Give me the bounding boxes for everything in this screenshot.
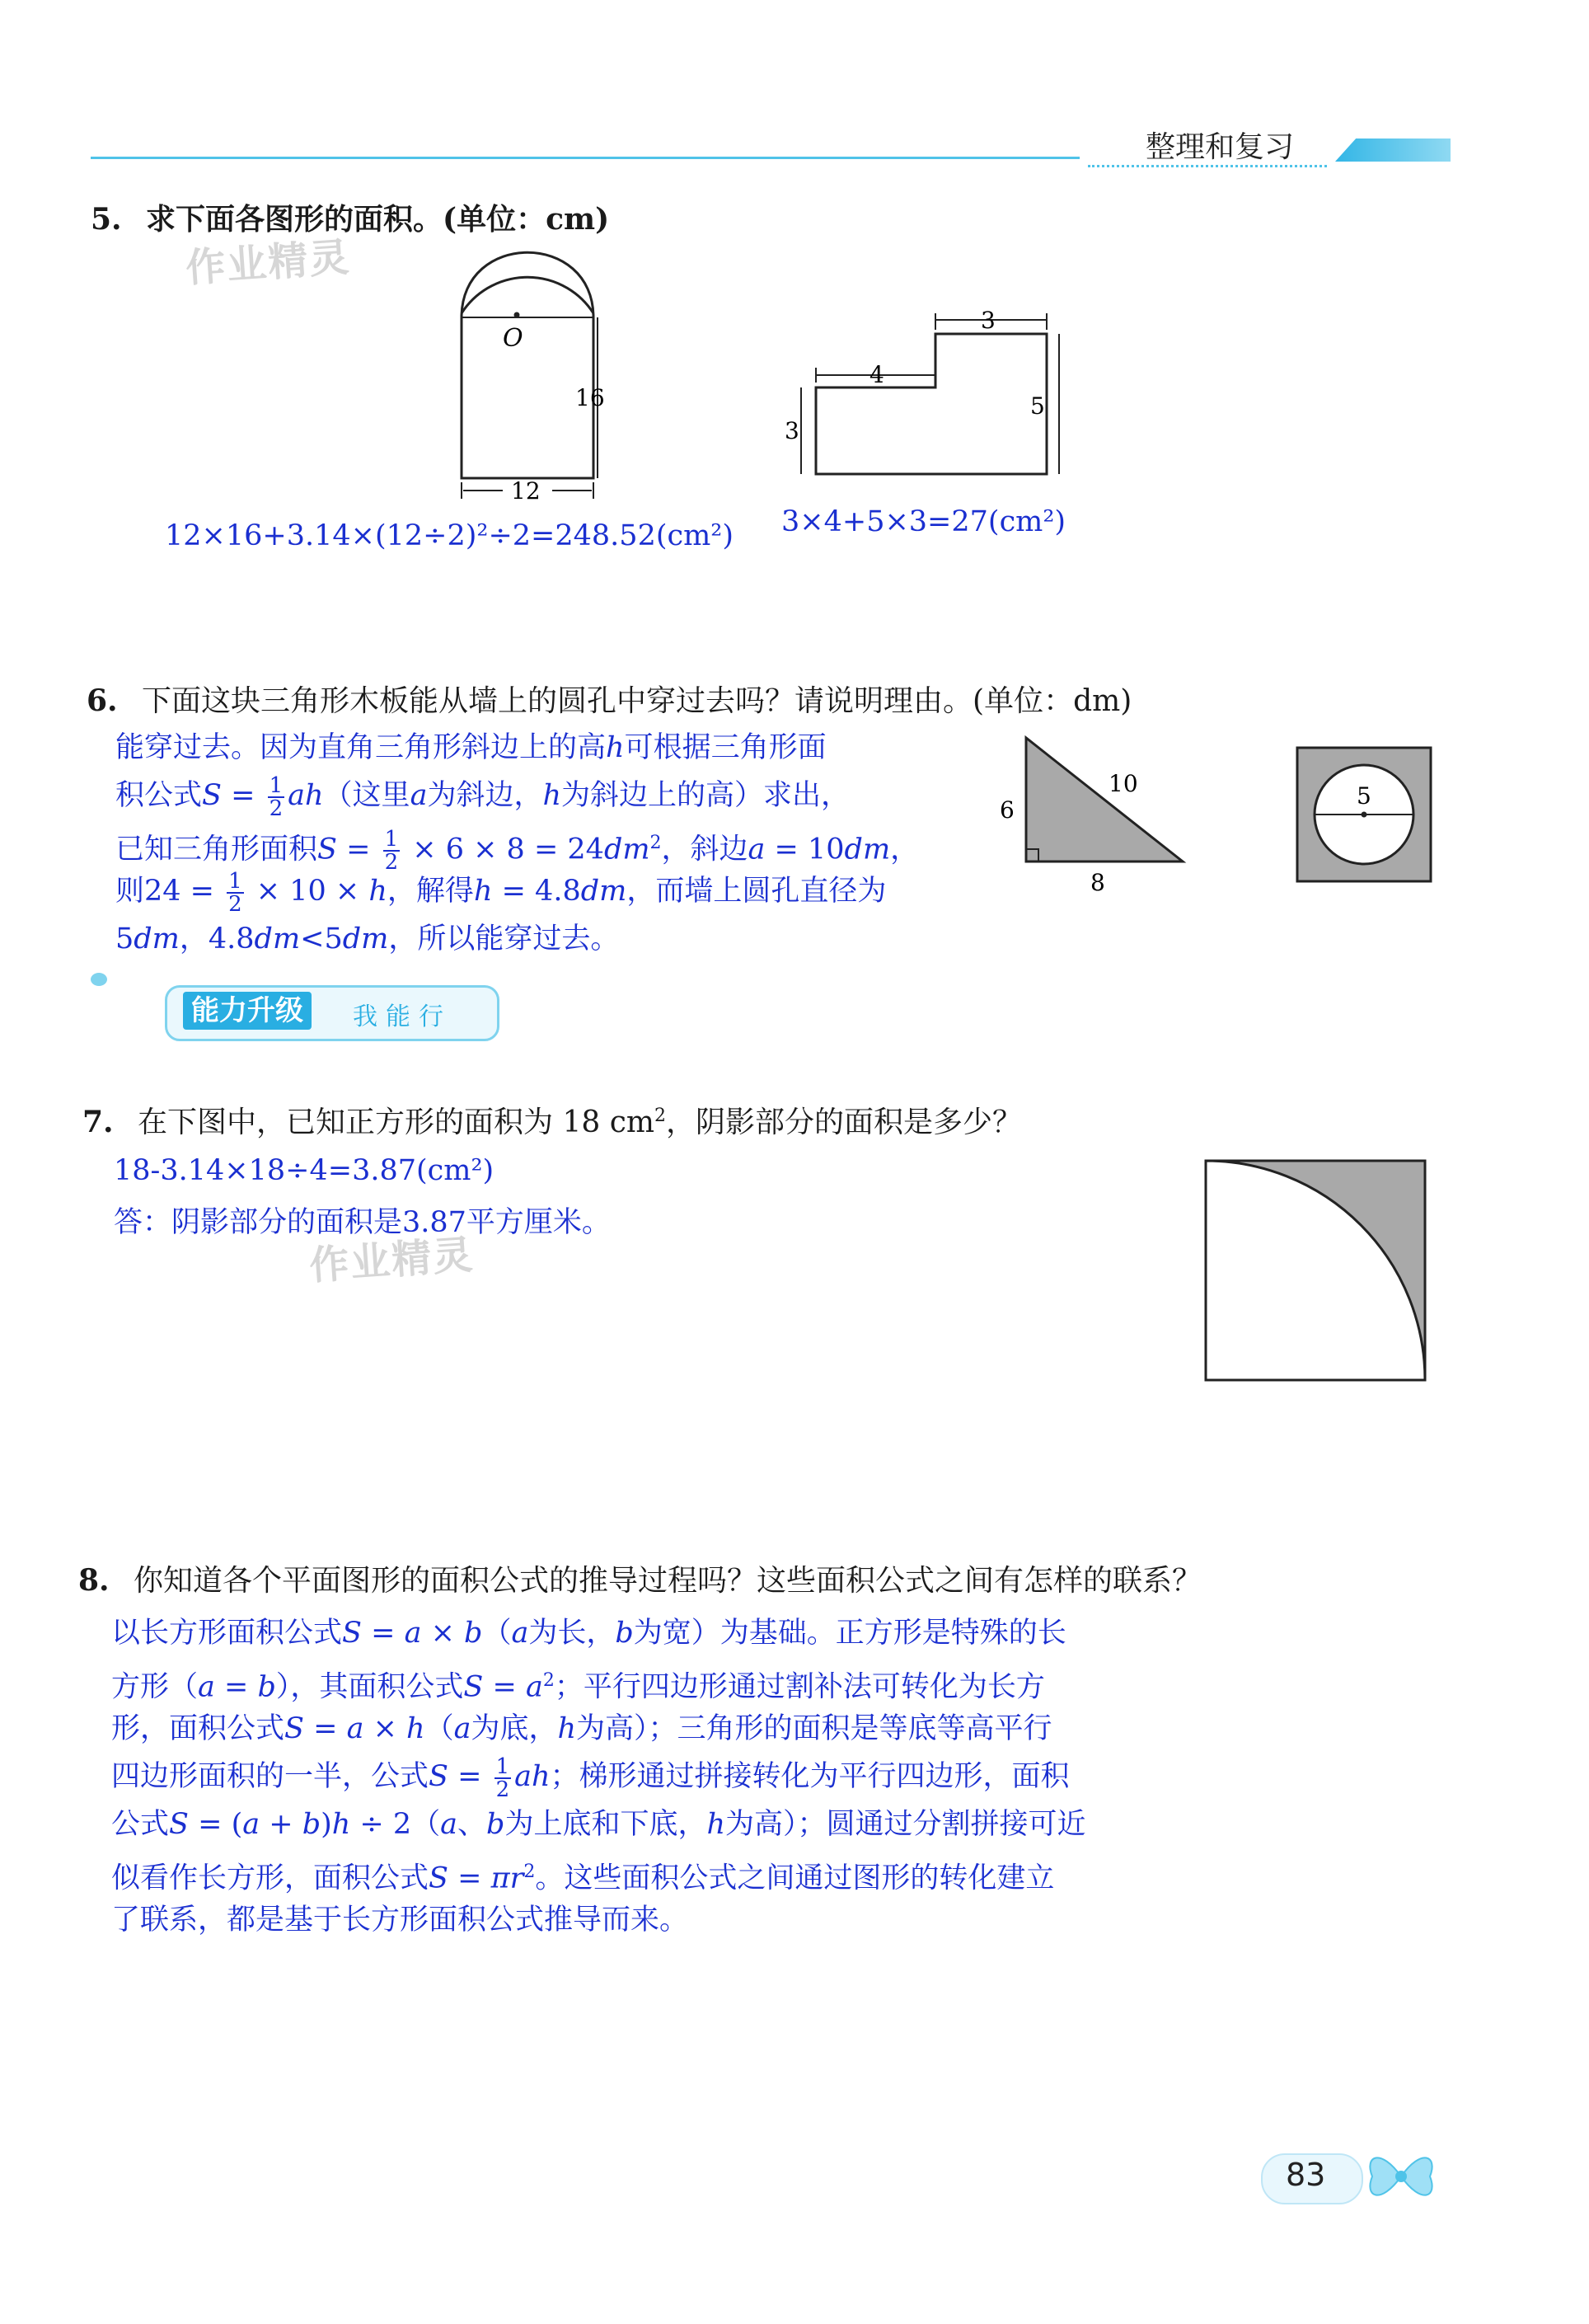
- answer-line: 能穿过去。因为直角三角形斜边上的高h可根据三角形面: [115, 731, 827, 764]
- question-text: 下面这块三角形木板能从墙上的圆孔中穿过去吗？请说明理由。(单位：dm): [142, 684, 1132, 718]
- badge-ornament: [91, 973, 107, 986]
- center-label: O: [503, 324, 523, 353]
- diameter-label: 5: [1357, 782, 1371, 810]
- answer-line: 积公式S = $\frac{1}{2}$ ah（这里a为斜边，h为斜边上的高）求出，: [115, 772, 851, 821]
- left-label: 3: [785, 417, 799, 444]
- answer-5-2: 3×4+5×3=27(cm²): [781, 505, 1066, 538]
- question-number: 8.: [78, 1563, 110, 1598]
- answer-line: 公式S = (a + b)h ÷ 2（a、b为上底和下底，h为高）；圆通过分割拼接可近: [111, 1808, 1086, 1841]
- answer-8: [111, 1609, 1086, 1944]
- right-label: 5: [1030, 392, 1045, 420]
- figure-step: [783, 305, 1063, 486]
- watermark: 作业精灵: [307, 1232, 476, 1289]
- top-label: 3: [981, 307, 996, 334]
- leg-b-label: 8: [1090, 869, 1105, 896]
- watermark: 作业精灵: [184, 234, 353, 292]
- step-label: 4: [869, 361, 884, 388]
- page-number: 83: [1286, 2157, 1326, 2193]
- section-title: 整理和复习: [1146, 130, 1295, 164]
- question-number: 6.: [87, 683, 118, 718]
- badge-subtitle: 我能行: [353, 1002, 452, 1031]
- question-number: 7.: [82, 1105, 114, 1139]
- answer-5-1: 12×16+3.14×(12÷2)²÷2=248.52(cm²): [165, 519, 734, 552]
- figure-square-quarter-circle: [1203, 1158, 1430, 1385]
- question-7: 7. 在下图中，已知正方形的面积为 18 $cm^2$，阴影部分的面积是多少？: [82, 1105, 1023, 1139]
- answer-line: 似看作长方形，面积公式$S = \pi r^2$。这些面积公式之间通过图形的转化建立: [111, 1862, 1055, 1895]
- figure-wall-hole: [1296, 746, 1434, 885]
- figure-arch: [429, 247, 610, 511]
- hypotenuse-label: 10: [1109, 770, 1138, 797]
- answer-6: [115, 724, 919, 963]
- answer-line: 方形（a = b），其面积公式$S = a^2$；平行四边形通过割补法可转化为长方: [111, 1670, 1045, 1704]
- leg-a-label: 6: [1000, 796, 1015, 824]
- answer-line: 了联系，都是基于长方形面积公式推导而来。: [111, 1904, 689, 1937]
- question-5: [91, 200, 609, 240]
- answer-line: 则24 = $\frac{1}{2}$ × 10 × h，解得h = 4.8dm，而墙上圆孔直径为: [115, 868, 887, 917]
- question-text: 在下图中，已知正方形的面积为 18 cm: [138, 1106, 655, 1139]
- question-6: [87, 681, 1132, 721]
- answer-line: 已知三角形面积S = $\frac{1}{2}$ × $6 \times 8 = 24dm^2$，斜边a = 10dm，: [115, 827, 920, 876]
- answer-line: 以长方形面积公式S = a × b（a为长，b为宽）为基础。正方形是特殊的长: [111, 1617, 1066, 1650]
- bow-icon: [1364, 2143, 1438, 2209]
- badge-title: 能力升级: [183, 992, 312, 1030]
- answer-line: 四边形面积的一半，公式S = $\frac{1}{2}$ ah；梯形通过拼接转化为平行四边形，面积: [111, 1754, 1070, 1802]
- header-tab: [1335, 139, 1451, 162]
- height-label: 16: [575, 384, 605, 411]
- question-text: 求下面各图形的面积。(单位：cm): [146, 202, 610, 237]
- width-label: 12: [511, 477, 541, 505]
- answer-7-2: 答：阴影部分的面积是3.87平方厘米。: [114, 1206, 611, 1239]
- answer-line: 形，面积公式S = a × h（a为底，h为高）；三角形的面积是等底等高平行: [111, 1712, 1052, 1745]
- question-number: 5.: [91, 202, 122, 237]
- header-rule: [91, 157, 1080, 159]
- header-dots: [1088, 165, 1327, 171]
- question-8: [78, 1561, 1202, 1601]
- answer-7-1: 18-3.14×18÷4=3.87(cm²): [114, 1154, 495, 1187]
- answer-line: 5dm，4.8dm<5dm，所以能穿过去。: [115, 923, 620, 955]
- question-text: 你知道各个平面图形的面积公式的推导过程吗？这些面积公式之间有怎样的联系？: [134, 1564, 1202, 1598]
- figure-triangle: [985, 725, 1199, 899]
